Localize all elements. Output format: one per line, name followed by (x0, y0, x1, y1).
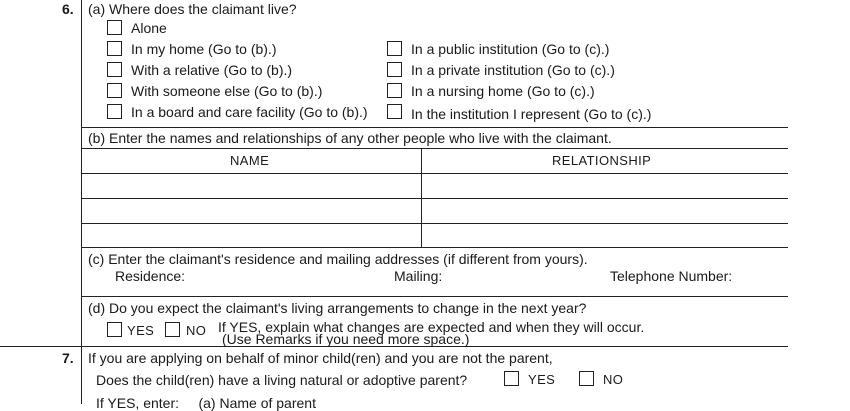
explain-instructions: If YES, explain what changes are expected and when they will occur. (218, 319, 645, 335)
divider-c-d (81, 296, 788, 297)
question-6a-text: (a) Where does the claimant live? (88, 1, 297, 17)
option-6d-yes-label: YES (127, 323, 155, 338)
option-7-yes-label: YES (528, 372, 556, 387)
checkbox-board-care[interactable] (107, 104, 122, 119)
table-header-top (81, 148, 788, 149)
mailing-label: Mailing: (394, 268, 443, 284)
relationship-cell-3[interactable] (422, 224, 787, 246)
residence-label: Residence: (115, 268, 186, 284)
name-cell-1[interactable] (82, 174, 420, 197)
option-relative-label: With a relative (Go to (b).) (131, 62, 293, 78)
question-6-number: 6. (62, 1, 74, 17)
divider-a-b (81, 127, 788, 128)
option-someone-else-label: With someone else (Go to (b).) (131, 83, 323, 99)
checkbox-public-institution[interactable] (387, 41, 402, 56)
question-7-subquestion: Does the child(ren) have a living natural or adoptive parent? (96, 372, 468, 388)
question-7-number: 7. (62, 350, 74, 366)
relationship-cell-1[interactable] (422, 174, 787, 197)
checkbox-private-institution[interactable] (387, 62, 402, 77)
option-6d-no-label: NO (186, 323, 207, 338)
question-7-text: If you are applying on behalf of minor child(ren) and you are not the parent, (88, 350, 553, 366)
checkbox-relative[interactable] (107, 62, 122, 77)
option-private-institution-label: In a private institution (Go to (c).) (411, 62, 615, 78)
name-cell-2[interactable] (82, 199, 420, 222)
relationship-cell-2[interactable] (422, 199, 787, 222)
column-header-name: NAME (230, 153, 270, 168)
checkbox-6d-yes[interactable] (107, 322, 122, 337)
checkbox-alone[interactable] (107, 20, 122, 35)
column-header-relationship: RELATIONSHIP (552, 153, 652, 168)
checkbox-nursing-home[interactable] (387, 83, 402, 98)
checkbox-7-yes[interactable] (504, 371, 519, 386)
checkbox-7-no[interactable] (579, 371, 594, 386)
option-institution-represent-label: In the institution I represent (Go to (c).) (411, 106, 652, 122)
option-nursing-home-label: In a nursing home (Go to (c).) (411, 83, 595, 99)
question-6d-text: (d) Do you expect the claimant's living arrangements to change in the next year? (88, 300, 587, 316)
option-7-no-label: NO (603, 372, 624, 387)
option-board-care-label: In a board and care facility (Go to (b).) (131, 104, 368, 120)
remarks-instructions: (Use Remarks if you need more space.) (222, 331, 470, 347)
checkbox-someone-else[interactable] (107, 83, 122, 98)
checkbox-6d-no[interactable] (165, 322, 180, 337)
name-cell-3[interactable] (82, 224, 420, 246)
checkbox-my-home[interactable] (107, 41, 122, 56)
option-my-home-label: In my home (Go to (b).) (131, 41, 277, 57)
residence-address-field[interactable] (82, 284, 382, 295)
telephone-label: Telephone Number: (610, 268, 733, 284)
question-6c-text: (c) Enter the claimant's residence and mailing addresses (if different from yours). (88, 251, 588, 267)
checkbox-institution-represent[interactable] (387, 104, 402, 119)
question-7-partial-line: If YES, enter: (a) Name of parent (96, 395, 316, 411)
option-alone-label: Alone (131, 20, 167, 36)
option-public-institution-label: In a public institution (Go to (c).) (411, 41, 610, 57)
table-row-3-bottom (81, 247, 788, 248)
telephone-number-field[interactable] (606, 284, 787, 295)
question-6b-text: (b) Enter the names and relationships of any other people who live with the claimant. (88, 130, 612, 146)
mailing-address-field[interactable] (384, 284, 604, 295)
